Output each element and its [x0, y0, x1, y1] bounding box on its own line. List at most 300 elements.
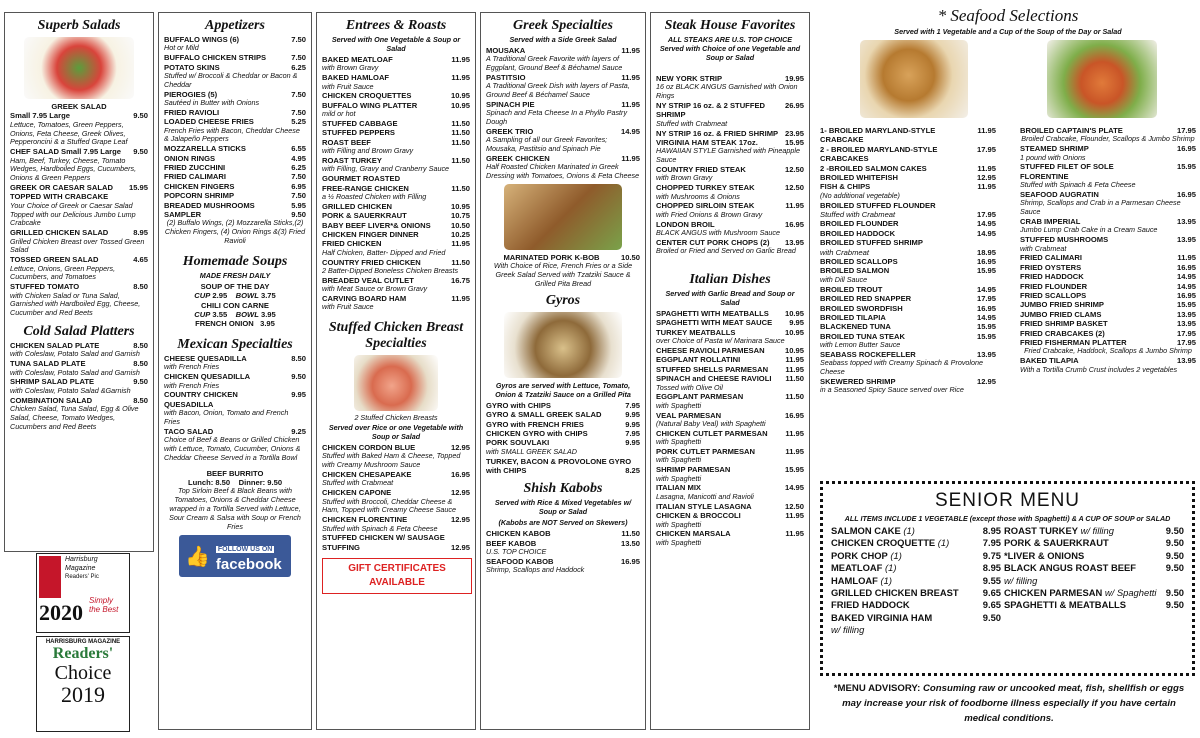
menu-item-desc: Fried Crabcake, Haddock, Scallops & Jumbo Shrimp [1024, 346, 1192, 356]
menu-item-desc: Grilled Chicken Breast over Tossed Green Salad [10, 236, 145, 255]
menu-item-desc: Ham, Beef, Turkey, Cheese, Tomato Wedges, Hardboiled Eggs, Cucumbers, Onions & Green Peppers [10, 155, 137, 183]
menu-item: FRIED CALIMARI 7.50 [164, 172, 306, 182]
beef-burrito: BEEF BURRITO [206, 468, 264, 478]
menu-item: FLORENTINE [1020, 171, 1069, 181]
senior-item: PORK CHOP (1) 9.75 [831, 549, 1001, 561]
badge-text: Choice [54, 662, 112, 684]
captains-plate-photo [1047, 40, 1157, 118]
section-title-gyros: Gyros [545, 292, 581, 308]
menu-item: SAMPLER 9.50 [164, 210, 306, 220]
menu-item-desc: Stuffed with Broccoli, Cheddar Cheese & Ham, Topped with Creamy Cheese Sauce [322, 496, 456, 515]
soup-of-day: SOUP OF THE DAY [200, 281, 270, 291]
menu-item-desc: with Coleslaw, Potato Salad and Garnish [10, 349, 140, 359]
menu-item-desc: with Spaghetti [656, 519, 702, 529]
menu-item: GREEK OR CAESAR SALAD TOPPED WITH CRABCAKE 15.95 [10, 183, 148, 202]
menu-item: BAKED HAMLOAF 11.95 [322, 73, 470, 83]
menu-item: SEABASS ROCKEFELLER 13.95 [820, 349, 996, 359]
menu-item-desc: Chicken Salad, Tuna Salad, Egg & Olive Salad, Cheese, Tomato Wedges, Cucumbers and Red Beets [10, 404, 139, 431]
section-title-steak: Steak House Favorites [664, 18, 796, 33]
senior-item: CHICKEN PARMESAN w/ Spaghetti 9.50 [1004, 587, 1184, 599]
senior-menu [820, 481, 1195, 676]
seafood-section [820, 4, 1196, 395]
kbob-desc: With Choice of Rice, French Fries or a Side Greek Salad Served with Tzatziki Sauce & Grilled Pita Bread [493, 261, 633, 288]
menu-item: CHEF SALAD Small 7.95 Large 9.50 [10, 147, 148, 157]
senior-item: w/ filling [831, 624, 865, 636]
salads-list [10, 111, 148, 318]
menu-item: BABY BEEF LIVER*& ONIONS 10.50 [322, 220, 470, 230]
senior-item: GRILLED CHICKEN BREAST 9.65 [831, 587, 1001, 599]
badge-text: HARRISBURG MAGAZINE [45, 639, 121, 645]
award-badges [36, 553, 128, 729]
menu-item: BROILED TILAPIA 14.95 [820, 312, 996, 322]
menu-item: 2 -BROILED SALMON CAKES 11.95 [820, 163, 996, 173]
section-title-italian: Italian Dishes [689, 272, 771, 288]
menu-item-desc: with Meat Sauce or Brown Gravy [322, 284, 428, 294]
menu-item-desc: (No additional vegetable) [820, 190, 900, 200]
column-entrees [316, 12, 476, 730]
column-salads [4, 12, 154, 552]
chili-cup-bowl: CUP 3.55 BOWL 3.95 [194, 310, 276, 320]
menu-item-desc: with Filling, Gravy and Cranberry Sauce [322, 164, 450, 174]
seafood-subtitle: Served with 1 Vegetable and a Cup of the Soup of the Day or Salad [894, 27, 1122, 36]
menu-item: STUFFED MUSHROOMS 13.95 [1020, 235, 1196, 245]
menu-item-desc: HAWAIIAN STYLE Garnished with Pineapple Sauce [656, 146, 800, 165]
menu-item-desc: Broiled Crabcake, Flounder, Scallops & Jumbo Shrimp [1021, 134, 1195, 144]
menu-item-desc: Broiled or Fried and Served on Garlic Bread [656, 246, 796, 256]
menu-item: FREE-RANGE CHICKEN 11.50 [322, 183, 470, 193]
menu-item: ROAST TURKEY 11.50 [322, 156, 470, 166]
menu-item-desc: Lasagna, Manicotti and Ravioli [656, 491, 754, 501]
french-onion: FRENCH ONION 3.95 [195, 319, 275, 329]
menu-item-desc: With a Tortilla Crumb Crust includes 2 vegetables [1020, 364, 1178, 374]
menu-item: COUNTRY FRIED CHICKEN 11.50 [322, 257, 470, 267]
menu-item: EGGPLANT PARMESAN 11.50 [656, 392, 804, 402]
menu-item: BROILED STUFFED FLOUNDER [820, 200, 936, 210]
menu-item-desc: with Bacon, Onion, Tomato and French Fries [164, 408, 289, 426]
menu-item-desc: (2) Buffalo Wings, (2) Mozzarella Sticks,(2) Chicken Fingers, (4) Onion Rings &(3) Fried Ravioli [164, 218, 306, 246]
menu-item: 1- BROILED MARYLAND-STYLE CRABCAKE 11.95 [820, 126, 996, 145]
menu-item: BREADED VEAL CUTLET 16.75 [322, 275, 470, 285]
menu-item: Small 7.95 Large 9.50 [10, 111, 148, 121]
senior-item: *LIVER & ONIONS 9.50 [1004, 549, 1184, 561]
greek-subtitle: Served with a Side Greek Salad [509, 35, 617, 44]
menu-advisory: *MENU ADVISORY: Consuming raw or uncooked meat, fish, shellfish or eggs may increase your risk of foodborne illness especially if you have certain medical conditions. [833, 683, 1185, 724]
menu-item: FRIED RAVIOLI 7.50 [164, 107, 306, 117]
senior-list-left [831, 525, 1001, 637]
menu-item: BREADED MUSHROOMS 5.95 [164, 200, 306, 210]
menu-item: FRIED ZUCCHINI 6.25 [164, 163, 306, 173]
menu-item-desc: with Fruit Sauce [322, 81, 374, 91]
senior-item: PORK & SAUERKRAUT 9.50 [1004, 537, 1184, 549]
crabcake-photo [860, 40, 968, 118]
menu-item: FRIED FLOUNDER 14.95 [1020, 281, 1196, 291]
menu-item: COUNTRY FRIED STEAK 12.50 [656, 165, 804, 175]
badge-text: Magazine [65, 565, 96, 572]
menu-item: FRIED HADDOCK 14.95 [1020, 272, 1196, 282]
menu-item: NY STRIP 16 oz. & FRIED SHRIMP 23.95 [656, 128, 804, 138]
menu-item: CARVING BOARD HAM 11.95 [322, 294, 470, 304]
soup-cup-bowl: CUP 2.95 BOWL 3.75 [194, 291, 276, 301]
menu-item: PORK & SAUERKRAUT 10.75 [322, 211, 470, 221]
menu-item-desc: mild or hot [322, 109, 356, 119]
menu-item: LONDON BROIL 16.95 [656, 219, 804, 229]
menu-item: BUFFALO WING PLATTER 10.95 [322, 100, 470, 110]
menu-item: STUFFED TOMATO 8.50 [10, 282, 148, 292]
menu-item: SKEWERED SHRIMP 12.95 [820, 376, 996, 386]
entrees-subtitle: Served with One Vegetable & Soup or Salad [331, 35, 461, 53]
section-title-stuffed: Stuffed Chicken Breast Specialties [328, 320, 464, 352]
steak-list [656, 74, 804, 256]
menu-item: BROILED TROUT 14.95 [820, 284, 996, 294]
menu-item: STUFFED FILET OF SOLE 15.95 [1020, 162, 1196, 172]
senior-item: SPAGHETTI & MEATBALLS 9.50 [1004, 599, 1184, 611]
menu-item: FRIED CALIMARI 11.95 [1020, 253, 1196, 263]
menu-item: with Crabmeat 18.95 [820, 247, 996, 257]
menu-item-desc: Your Choice of Greek or Caesar Salad Topped with our Delicious Jumbo Lump Crabcake [10, 200, 136, 228]
mexican-list [164, 354, 306, 463]
greek-list [486, 46, 640, 181]
menu-item: BROILED TUNA STEAK 15.95 [820, 331, 996, 341]
menu-item-desc: with Spaghetti [656, 537, 702, 547]
menu-item: POPCORN SHRIMP 7.50 [164, 191, 306, 201]
fb-label: facebook [215, 556, 282, 574]
greek-salad-photo [24, 37, 134, 99]
menu-item: CHICKEN FLORENTINE 12.95 [322, 515, 470, 525]
menu-item-desc: with Coleslaw, Potato Salad &Garnish [10, 385, 131, 395]
menu-item-desc: BLACK ANGUS with Mushroom Sauce [656, 228, 780, 238]
menu-item-desc: Stuffed with Crabmeat [656, 118, 728, 128]
menu-item: STUFFED CHICKEN W/ SAUSAGE [322, 533, 445, 543]
menu-item: CHICKEN CROQUETTES 10.95 [322, 91, 470, 101]
senior-item: w/ filling [1004, 574, 1038, 586]
menu-item-desc: with Brown Gravy [656, 173, 713, 183]
column-appetizers [158, 12, 312, 730]
menu-item: JUMBO FRIED CLAMS 13.95 [1020, 309, 1196, 319]
gift-certificates-badge: GIFT CERTIFICATES AVAILABLE [322, 558, 472, 594]
gyro-photo [504, 312, 622, 378]
senior-item: MEATLOAF (1) 8.95 [831, 562, 1001, 574]
menu-item: CRAB IMPERIAL 13.95 [1020, 217, 1196, 227]
photo-caption-2: Served over Rice or one Vegetable with Soup or Salad [328, 423, 464, 442]
soups-subtitle: MADE FRESH DAILY [199, 270, 271, 280]
menu-item: CHICKEN SALAD PLATE 8.50 [10, 341, 148, 350]
menu-item: ROAST BEEF 11.50 [322, 137, 470, 147]
column-greek [480, 12, 646, 730]
menu-item-desc: Stuffed w/ Broccoli & Cheddar or Bacon & Cheddar [164, 71, 298, 89]
menu-item-desc: A Traditional Greek Favorite with layers of Eggplant, Ground Beef & Béchamel Sauce [486, 54, 623, 73]
menu-item: PORK CUTLET PARMESAN 11.95 [656, 447, 804, 457]
menu-item-desc: Lettuce, Onions, Green Peppers, Cucumbers, and Tomatoes [10, 263, 116, 282]
menu-item-desc: Hot or Mild [164, 43, 199, 53]
gyros-desc: Gyros are served with Lettuce, Tomato, Onion & Tzatziki Sauce on a Grilled Pita [495, 380, 631, 399]
badge-year: 2020 [39, 600, 83, 625]
hbg-logo-icon [39, 556, 61, 598]
menu-item: BROILED SCALLOPS 16.95 [820, 257, 996, 267]
menu-item-desc: with Mushrooms & Onions [656, 191, 740, 201]
menu-item: SHRIMP SALAD PLATE 9.50 [10, 377, 148, 387]
senior-subtitle: ALL ITEMS INCLUDE 1 VEGETABLE (except those with Spaghetti) & A CUP OF SOUP or SALAD [844, 514, 1171, 523]
menu-item: GREEK TRIO 14.95 [486, 127, 640, 136]
menu-item-desc: with Fried Onions & Brown Gravy [656, 209, 763, 219]
fb-follow-label: FOLLOW US ON [217, 546, 273, 554]
menu-item: SHRIMP PARMESAN 15.95 [656, 465, 804, 475]
menu-item: TURKEY, BACON & PROVOLONE GYRO [486, 456, 632, 466]
burrito-prices: Lunch: 8.50 Dinner: 9.50 [187, 477, 283, 487]
section-title-cold-platters: Cold Salad Platters [23, 324, 135, 339]
menu-item-desc: Stuffed with Crabmeat [322, 478, 394, 488]
steak-subtitle: ALL STEAKS ARE U.S. TOP CHOICE Served with Choice of one Vegetable and Soup or Salad [659, 35, 801, 62]
menu-item: BROILED STUFFED SHRIMP [820, 238, 923, 248]
menu-item-desc: Shrimp, Scallops and Crab in a Parmesan Cheese Sauce [1020, 198, 1181, 217]
menu-item: EGGPLANT ROLLATINI 11.95 [656, 355, 804, 365]
menu-item: FRIED SHRIMP BASKET 13.95 [1020, 319, 1196, 329]
menu-item-desc: A Traditional Greek Dish with layers of Pasta, Ground Beef & Béchamel Sauce [486, 81, 630, 100]
menu-item: FRIED CHICKEN 11.95 [322, 239, 470, 249]
menu-item: FRIED CRABCAKES (2) 17.95 [1020, 328, 1196, 338]
menu-item: ITALIAN STYLE LASAGNA 12.50 [656, 501, 804, 511]
menu-item: BROILED SALMON 15.95 [820, 266, 996, 276]
menu-item: CHICKEN FINGER DINNER 10.25 [322, 230, 470, 240]
section-title-soups: Homemade Soups [182, 253, 288, 269]
badge-text: Readers' Pic [65, 574, 99, 580]
menu-item-desc: Shrimp, Scallops and Haddock [486, 565, 585, 575]
menu-item: SPAGHETTI WITH MEATBALLS 10.95 [656, 309, 804, 319]
menu-item: SPAGHETTI WITH MEAT SAUCE 9.95 [656, 318, 804, 328]
photo-caption: 2 Stuffed Chicken Breasts [354, 413, 438, 423]
menu-item: CHICKEN MARSALA 11.95 [656, 529, 804, 539]
menu-item: TUNA SALAD PLATE 8.50 [10, 359, 148, 369]
menu-item: VIRGINIA HAM STEAK 17oz. 15.95 [656, 138, 804, 148]
simply-the-best-badge [36, 553, 130, 633]
menu-item: STUFFED PEPPERS 11.50 [322, 128, 470, 138]
menu-item-desc: Stuffed with Baked Ham & Cheese, Topped with Creamy Mushroom Sauce [322, 451, 461, 470]
menu-item: FRIED OYSTERS 16.95 [1020, 262, 1196, 272]
menu-item: CHICKEN CORDON BLUE 12.95 [322, 443, 470, 453]
menu-item-desc: Half Chicken, Batter- Dipped and Fried [322, 247, 446, 257]
appetizers-list [164, 35, 306, 246]
menu-item-desc: with SMALL GREEK SALAD [486, 446, 577, 456]
menu-item: BROILED SWORDFISH 16.95 [820, 303, 996, 313]
menu-item: CENTER CUT PORK CHOPS (2) 13.95 [656, 237, 804, 247]
menu-item: TURKEY MEATBALLS 10.95 [656, 327, 804, 337]
menu-item: with CHIPS 8.25 [486, 466, 640, 476]
menu-item-desc: Lettuce, Tomatoes, Green Peppers, Onions, Feta Cheese, Greek Olives, Pepperoncini & a Stuffed Grape Leaf [10, 119, 128, 147]
thumbs-up-icon: 👍 [185, 545, 210, 568]
menu-item: BUFFALO CHICKEN STRIPS 7.50 [164, 53, 306, 63]
menu-item-desc: with Brown Gravy [322, 63, 379, 73]
menu-item-desc: A Sampling of all our Greek Favorites; Mousaka, Pastitsio and Spinach Pie [486, 135, 608, 154]
stuffed-chicken-photo [354, 355, 438, 411]
menu-item-desc: a ½ Roasted Chicken with Filling [322, 192, 427, 202]
senior-item: ROAST TURKEY w/ filling 9.50 [1004, 525, 1184, 536]
menu-item: CHICKEN FINGERS 6.95 [164, 181, 306, 191]
menu-item-desc: with Coleslaw, Potato Salad and Garnish [10, 367, 140, 377]
seafood-list-right [1020, 126, 1196, 395]
menu-item-desc: in a Seasoned Spicy Sauce served over Rice [820, 385, 964, 395]
kabobs-subtitle: Served with Rice & Mixed Vegetables w/ Soup or Salad [494, 498, 632, 517]
menu-item: PASTITSIO 11.95 [486, 73, 640, 82]
menu-item: MOUSAKA 11.95 [486, 46, 640, 55]
menu-item-desc: with Spaghetti [656, 400, 702, 410]
menu-item: GYRO with FRENCH FRIES 9.95 [486, 419, 640, 429]
menu-item: CHEESE QUESADILLA 8.50 [164, 353, 306, 363]
menu-item: BAKED TILAPIA 13.95 [1020, 356, 1196, 366]
menu-item: BLACKENED TUNA 15.95 [820, 322, 996, 332]
menu-item-desc: with Chicken Salad or Tuna Salad, Garnished with Hardboiled Egg, Cheese, Cucumber and Red Beets [10, 290, 141, 318]
senior-item: FRIED HADDOCK 9.65 [831, 599, 1001, 611]
menu-item-desc: with Fruit Sauce [322, 302, 374, 312]
senior-list-right [1004, 525, 1184, 637]
menu-item: STUFFED SHELLS PARMESAN 11.95 [656, 364, 804, 374]
menu-item-desc: Half Roasted Chicken Marinated in Greek Dressing with Tomatoes, Onions & Feta Cheese [486, 162, 640, 181]
menu-item: Stuffed with Crabmeat 17.95 [820, 210, 996, 220]
cold-platters-list [10, 341, 148, 431]
senior-item: BLACK ANGUS ROAST BEEF 9.50 [1004, 562, 1184, 574]
badge-text: Readers' [52, 645, 114, 662]
menu-item: COMBINATION SALAD 8.50 [10, 395, 148, 405]
kabobs-list [486, 529, 640, 575]
menu-item-desc: Choice of Beef & Beans or Grilled Chicken with Lettuce, Tomato, Cucumber, Onions & Cheddar Cheese Served in a Tortilla Bowl [164, 435, 301, 462]
menu-item: BROILED RED SNAPPER 17.95 [820, 294, 996, 304]
menu-item: CHOPPED TURKEY STEAK 12.50 [656, 183, 804, 193]
menu-item: POTATO SKINS 6.25 [164, 62, 306, 72]
menu-item: FRIED SCALLOPS 16.95 [1020, 291, 1196, 301]
menu-item: SPINACH and CHEESE RAVIOLI 11.50 [656, 374, 804, 384]
menu-item-desc: with Lemon Butter Sauce [820, 340, 901, 350]
pork-kbob-photo [504, 184, 622, 250]
menu-item: GYRO with CHIPS 7.95 [486, 400, 640, 410]
section-title-salads: Superb Salads [37, 18, 121, 33]
menu-item: BEEF KABOB 13.50 [486, 538, 640, 548]
column-steak [650, 12, 810, 730]
menu-item: CHICKEN CAPONE 12.95 [322, 488, 470, 498]
badge-text: Harrisburg [65, 556, 98, 563]
senior-item: BAKED VIRGINIA HAM 9.50 [831, 611, 1001, 623]
section-title-mexican: Mexican Specialties [177, 336, 293, 352]
kabobs-subtitle-2: (Kabobs are NOT Served on Skewers) [498, 518, 628, 528]
menu-item: SPINACH PIE 11.95 [486, 100, 640, 109]
section-title-entrees: Entrees & Roasts [345, 18, 447, 33]
menu-item-desc: Sautéed in Butter with Onions [164, 98, 260, 108]
menu-item-desc: Jumbo Lump Crab Cake in a Cream Sauce [1020, 225, 1158, 235]
menu-item: STEAMED SHRIMP 16.95 [1020, 144, 1196, 154]
menu-item: CHICKEN CHESAPEAKE 16.95 [322, 470, 470, 480]
menu-item-desc: U.S. TOP CHOICE [486, 547, 547, 557]
menu-item-desc: French Fries with Bacon, Cheddar Cheese & Jalapeño Peppers [164, 125, 300, 144]
gyros-list [486, 401, 640, 476]
menu-item: BROILED CAPTAIN'S PLATE 17.95 [1020, 126, 1196, 135]
menu-item-desc: over Choice of Pasta w/ Marinara Sauce [656, 336, 785, 346]
menu-item: PIEROGIES (5) 7.50 [164, 89, 306, 99]
photo-label: GREEK SALAD [51, 102, 107, 111]
menu-item: SEAFOOD KABOB 16.95 [486, 557, 640, 567]
menu-item: TACO SALAD 9.25 [164, 426, 306, 436]
readers-choice-badge [36, 636, 130, 732]
menu-item: CHOPPED SIRLOIN STEAK 11.95 [656, 201, 804, 211]
section-title-appetizers: Appetizers [205, 18, 265, 33]
italian-subtitle: Served with Garlic Bread and Soup or Salad [665, 289, 795, 308]
menu-item-desc: Stuffed with Spinach & Feta Cheese [322, 523, 438, 533]
menu-item-desc: with French Fries [164, 362, 220, 372]
entrees-list [322, 55, 470, 312]
menu-item: BROILED WHITEFISH 12.95 [820, 173, 996, 183]
menu-item-desc: 16 oz BLACK ANGUS Garnished with Onion Rings [656, 82, 798, 101]
burrito-desc: Top Sirloin Beef & Black Beans with Tomatoes, Onions & Cheddar Cheese wrapped in a Tortilla Served with Lettuce, Sour Cream & Salsa with Soup or French Fries [169, 486, 301, 531]
senior-item: CHICKEN CROQUETTE (1) 7.95 [831, 537, 1001, 549]
badge-simply: Simply the Best [89, 596, 119, 614]
menu-item: CHEESE RAVIOLI PARMESAN 10.95 [656, 346, 804, 356]
stuffed-list [322, 443, 470, 552]
menu-item-desc: with Filling and Brown Gravy [322, 146, 414, 156]
menu-item: STUFFING 12.95 [322, 542, 470, 552]
menu-item-desc: 2 Batter-Dipped Boneless Chicken Breasts [322, 266, 459, 276]
menu-item: TOSSED GREEN SALAD 4.65 [10, 255, 148, 265]
section-title-greek: Greek Specialties [513, 18, 613, 33]
senior-item: HAMLOAF (1) 9.55 [831, 574, 1001, 586]
menu-item: COUNTRY CHICKEN QUESADILLA 9.95 [164, 390, 306, 409]
menu-item: ONION RINGS 4.95 [164, 153, 306, 163]
senior-item: SALMON CAKE (1) 8.95 [831, 525, 1001, 536]
menu-item-desc: with Spaghetti [656, 455, 702, 465]
menu-item: ITALIAN MIX 14.95 [656, 483, 804, 493]
section-title-kabobs: Shish Kabobs [523, 481, 603, 497]
menu-item: NEW YORK STRIP 19.95 [656, 74, 804, 83]
menu-item: FISH & CHIPS 11.95 [820, 182, 996, 192]
menu-item: CHICKEN QUESADILLA 9.50 [164, 372, 306, 382]
italian-list [656, 309, 804, 547]
menu-item-desc: with Spaghetti [656, 473, 702, 483]
menu-item-desc: Tossed with Olive Oil [656, 382, 723, 392]
menu-item: GRILLED CHICKEN SALAD 8.95 [10, 228, 148, 238]
pork-kbob: MARINATED PORK K-BOB 10.50 [503, 253, 640, 262]
menu-item: GOURMET ROASTED [322, 174, 401, 184]
section-title-seafood: * Seafood Selections [937, 6, 1079, 25]
menu-item-desc: 1 pound with Onions [1020, 152, 1086, 162]
menu-item: CHICKEN & BROCCOLI 11.95 [656, 511, 804, 521]
menu-item: STUFFED CABBAGE 11.50 [322, 119, 470, 129]
menu-item: CHICKEN GYRO with CHIPS 7.95 [486, 429, 640, 439]
menu-item: BUFFALO WINGS (6) 7.50 [164, 35, 306, 44]
menu-item: GREEK CHICKEN 11.95 [486, 154, 640, 163]
menu-item: CHICKEN KABOB 11.50 [486, 529, 640, 539]
menu-item-desc: with Spaghetti [656, 437, 702, 447]
badge-year: 2019 [61, 682, 105, 707]
menu-item-desc: (Natural Baby Veal) with Spaghetti [656, 419, 766, 429]
menu-item: JUMBO FRIED SHRIMP 15.95 [1020, 300, 1196, 310]
menu-item: PORK SOUVLAKI 9.95 [486, 438, 640, 448]
menu-item: BAKED MEATLOAF 11.95 [322, 55, 470, 64]
menu-item-desc: Stuffed with Spinach & Feta Cheese [1020, 180, 1136, 190]
menu-item-desc: Spinach and Feta Cheese In a Phyllo Pastry Dough [486, 108, 628, 127]
menu-item: GYRO & SMALL GREEK SALAD 9.95 [486, 410, 640, 420]
chili: CHILI CON CARNE [201, 300, 269, 310]
senior-title: SENIOR MENU [934, 490, 1081, 511]
menu-item: CHICKEN CUTLET PARMESAN 11.95 [656, 428, 804, 438]
menu-item: GRILLED CHICKEN 10.95 [322, 201, 470, 211]
menu-item: MOZZARELLA STICKS 6.55 [164, 144, 306, 154]
menu-item: NY STRIP 16 oz. & 2 STUFFED SHRIMP 26.95 [656, 101, 804, 120]
menu-item: SEAFOOD AUGRATIN 16.95 [1020, 190, 1196, 200]
menu-item: 2 - BROILED MARYLAND-STYLE CRABCAKES 17.95 [820, 144, 996, 164]
facebook-button[interactable] [179, 535, 291, 577]
seafood-list-left [820, 126, 996, 395]
menu-item-desc: Seabass topped with Creamy Spinach & Provolone Cheese [820, 358, 984, 377]
menu-item-desc: with French Fries [164, 380, 220, 390]
menu-item-desc: with Crabmeat [1020, 243, 1067, 253]
menu-item: VEAL PARMESAN 16.95 [656, 410, 804, 420]
menu-item: BROILED FLOUNDER 14.95 [820, 219, 996, 229]
menu-item: BROILED HADDOCK 14.95 [820, 228, 996, 238]
